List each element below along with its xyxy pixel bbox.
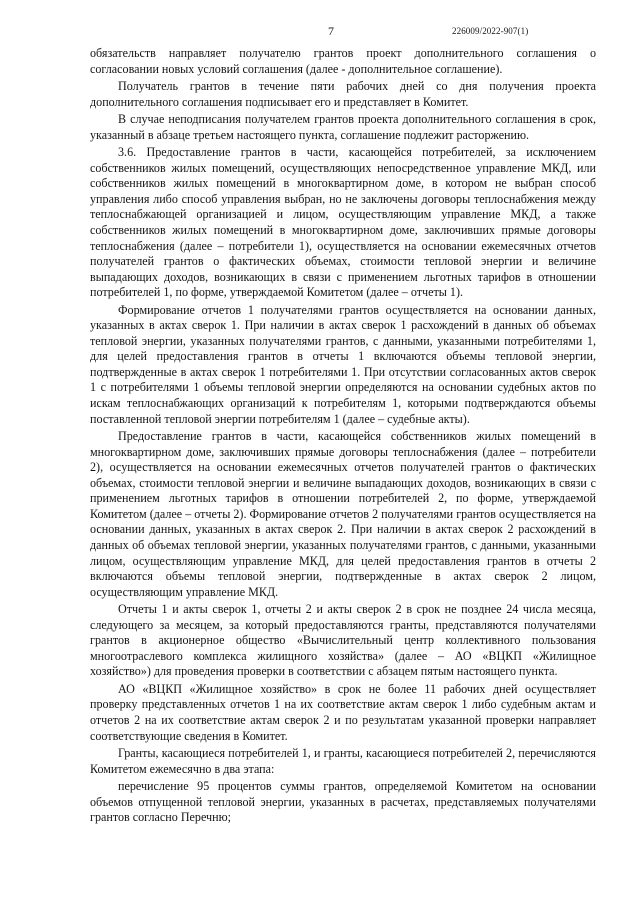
paragraph: Отчеты 1 и акты сверок 1, отчеты 2 и акты сверок 2 в срок не позднее 24 числа месяца, следующего за месяцем, за который предоставляются гранты, представляются получателями грантов в акционерное общество «Вычислительный центр коллективного пользования многоотраслевого комплекса жилищного хозяйства» (далее – АО «ВЦКП «Жилищное хозяйство») для проведения проверки в соответствии с абзацем пятым настоящего пункта. — [90, 602, 596, 679]
paragraph: 3.6. Предоставление грантов в части, касающейся потребителей, за исключением собственников жилых помещений, осуществляющих непосредственное управление МКД, или собственников жилых помещений в многоквартирном доме, в котором не выбран способ управления либо способ управления выбран, но не заключены договоры теплоснабжения между теплоснабжающей организацией и лицом, осуществляющим управление МКД, а также собственников жилых помещений в многоквартирном доме, заключивших прямые договоры теплоснабжения (далее – потребители 1), осуществляется на основании ежемесячных отчетов получателей грантов о фактических объемах, стоимости тепловой энергии и величине выпадающих доходов, возникающих в связи с применением льготных тарифов в отношении потребителей 1, по форме, утверждаемой Комитетом (далее – отчеты 1). — [90, 145, 596, 300]
document-code: 226009/2022-907(1) — [452, 26, 529, 36]
paragraph: Предоставление грантов в части, касающейся собственников жилых помещений в многоквартирном доме, заключивших прямые договоры теплоснабжения (далее – потребители 2), осуществляется на основании ежемесячных отчетов получателей грантов о фактических объемах, стоимости тепловой энергии и величине выпадающих доходов, возникающих в связи с применением льготных тарифов в отношении потребителей 2, по форме, утверждаемой Комитетом (далее – отчеты 2). Формирование отчетов 2 получателями грантов осуществляется на основании данных, указанных в актах сверок 2. При наличии в актах сверок 2 расхождений в данных об объемах тепловой энергии, указанных получателями грантов, с данными, указанными лицом, осуществляющим управление МКД, для целей предоставления грантов в отчеты 2 включаются объемы тепловой энергии, подтвержденные в актах сверок 2 лицом, осуществляющим управление МКД. — [90, 429, 596, 599]
paragraph: перечисление 95 процентов суммы грантов, определяемой Комитетом на основании объемов отпущенной тепловой энергии, указанных в расчетах, представляемых получателями грантов согласно Перечню; — [90, 779, 596, 825]
paragraph: обязательств направляет получателю грантов проект дополнительного соглашения о согласовании новых условий соглашения (далее - дополнительное соглашение). — [90, 46, 596, 76]
paragraph: В случае неподписания получателем грантов проекта дополнительного соглашения в срок, указанный в абзаце третьем настоящего пункта, соглашение подлежит расторжению. — [90, 112, 596, 142]
paragraph: Гранты, касающиеся потребителей 1, и гранты, касающиеся потребителей 2, перечисляются Комитетом ежемесячно в два этапа: — [90, 746, 596, 776]
page-number: 7 — [328, 24, 334, 38]
paragraph: Получатель грантов в течение пяти рабочих дней со дня получения проекта дополнительного соглашения подписывает его и представляет в Комитет. — [90, 79, 596, 109]
document-body — [90, 46, 596, 826]
paragraph: Формирование отчетов 1 получателями грантов осуществляется на основании данных, указанных в актах сверок 1. При наличии в актах сверок 1 расхождений в данных об объемах тепловой энергии, указанных получателями грантов, с данными, указанными потребителями 1, для целей предоставления грантов в отчеты 1 включаются объемы тепловой энергии, подтвержденные в актах сверок 1 потребителями 1. При отсутствии согласованных актов сверок 1 с потребителями 1 объемы тепловой энергии определяются на основании судебных актов по искам теплоснабжающих организаций к потребителям 1, которыми подтверждаются объемы поставленной тепловой энергии потребителям 1 (далее – судебные акты). — [90, 302, 596, 426]
paragraph: АО «ВЦКП «Жилищное хозяйство» в срок не более 11 рабочих дней осуществляет проверку представленных отчетов 1 на их соответствие актам сверок 1 либо судебным актам и отчетов 2 на их соответствие актам сверок 2 и по результатам указанной проверки направляет соответствующие сведения в Комитет. — [90, 681, 596, 743]
